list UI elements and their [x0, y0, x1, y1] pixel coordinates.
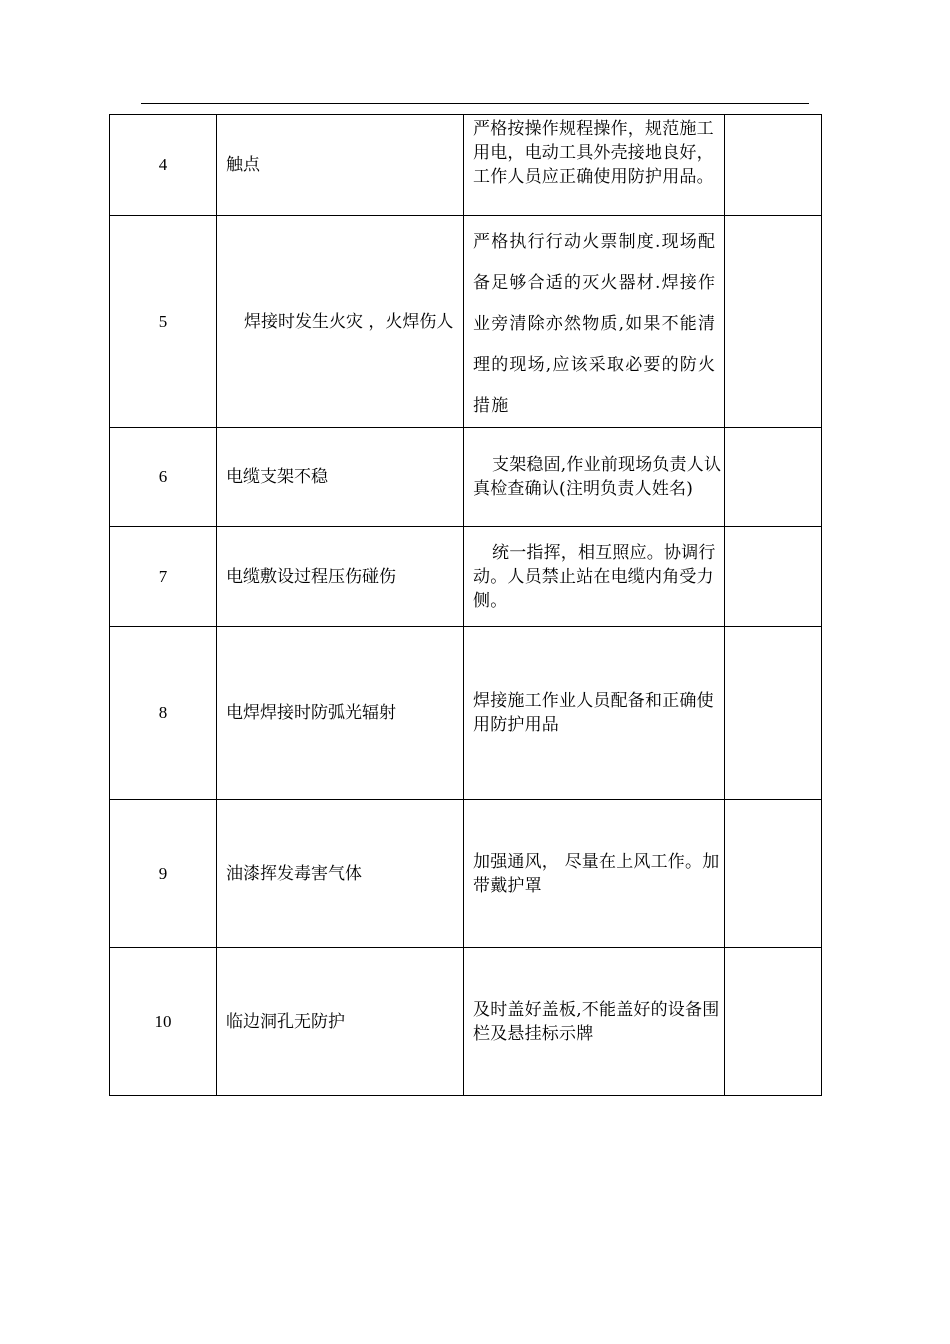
- blank-cell: [725, 627, 822, 800]
- table-row: [110, 627, 822, 800]
- row-number: 7: [110, 527, 217, 627]
- measure-text: 支架稳固,作业前现场负责人认真检查确认(注明负责人姓名): [473, 455, 722, 499]
- control-measure: 加强通风， 尽量在上风工作。加带戴护罩: [464, 800, 725, 948]
- blank-cell: [725, 115, 822, 216]
- table-row: [110, 948, 822, 1096]
- control-measure: 严格按操作规程操作，规范施工用电，电动工具外壳接地良好，工作人员应正确使用防护用品。: [464, 115, 725, 216]
- control-measure: 及时盖好盖板,不能盖好的设备围栏及悬挂标示牌: [464, 948, 725, 1096]
- measure-text: 统一指挥，相互照应。协调行动。人员禁止站在电缆内角受力侧。: [473, 542, 716, 611]
- blank-cell: [725, 948, 822, 1096]
- hazard-description: [217, 216, 464, 428]
- table-row: [110, 527, 822, 627]
- hazard-control-table: [109, 114, 822, 1096]
- control-measure: [464, 527, 725, 627]
- table-row: [110, 115, 822, 216]
- blank-cell: [725, 527, 822, 627]
- table-row: [110, 800, 822, 948]
- row-number: 10: [110, 948, 217, 1096]
- row-number: 9: [110, 800, 217, 948]
- control-measure: 严格执行行动火票制度.现场配备足够合适的灭火器材.焊接作业旁清除亦然物质,如果不能清理的现场,应该采取必要的防火措施: [464, 216, 725, 428]
- row-number: 6: [110, 428, 217, 527]
- row-number: 5: [110, 216, 217, 428]
- hazard-description: 触点: [217, 115, 464, 216]
- hazard-description: 电缆支架不稳: [217, 428, 464, 527]
- control-measure: [464, 428, 725, 527]
- hazard-description: 临边洞孔无防护: [217, 948, 464, 1096]
- table-row: [110, 216, 822, 428]
- header-rule: [141, 103, 809, 104]
- control-measure: 焊接施工作业人员配备和正确使用防护用品: [464, 627, 725, 800]
- blank-cell: [725, 428, 822, 527]
- table-row: [110, 428, 822, 527]
- row-number: 8: [110, 627, 217, 800]
- row-number: 4: [110, 115, 217, 216]
- hazard-description: 油漆挥发毒害气体: [217, 800, 464, 948]
- hazard-text: 焊接时发生火灾 ，火焊伤人: [244, 311, 454, 332]
- blank-cell: [725, 800, 822, 948]
- hazard-description: 电焊焊接时防弧光辐射: [217, 627, 464, 800]
- hazard-description: 电缆敷设过程压伤碰伤: [217, 527, 464, 627]
- blank-cell: [725, 216, 822, 428]
